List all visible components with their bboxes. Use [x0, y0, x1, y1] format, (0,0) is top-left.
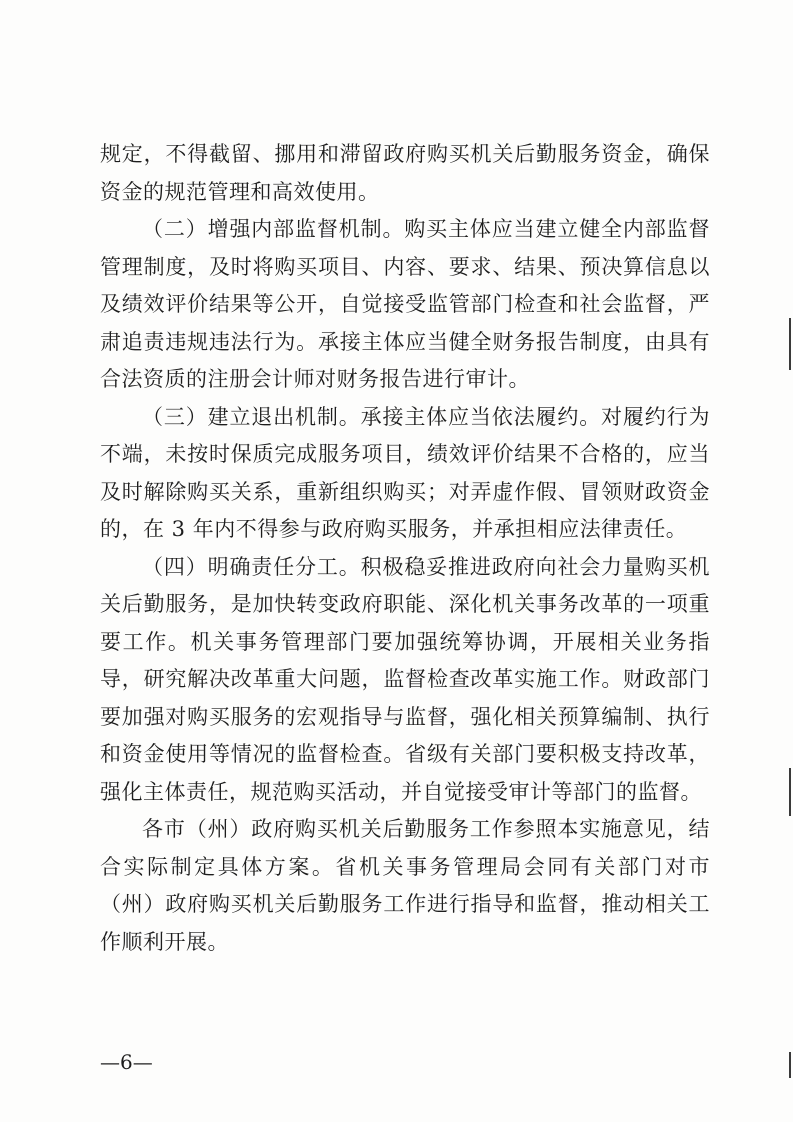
- document-body: [100, 136, 710, 961]
- scan-edge-mark-1: [789, 318, 791, 370]
- scan-edge-mark-3: [789, 1052, 791, 1078]
- page-number: —6—: [100, 1050, 153, 1074]
- scan-edge-mark-2: [789, 768, 791, 816]
- paragraph-continuation: 规定，不得截留、挪用和滞留政府购买机关后勤服务资金，确保资金的规范管理和高效使用。: [100, 142, 710, 204]
- paragraph-responsibility-division: （四）明确责任分工。积极稳妥推进政府向社会力量购买机关后勤服务，是加快转变政府职能、深化机关事务改革的一项重要工作。机关事务管理部门要加强统筹协调，开展相关业务指导，研究解决改革重大问题，监督检查改革实施工作。财政部门要加强对购买服务的宏观指导与监督，强化相关预算编制、执行和资金使用等情况的监督检查。省级有关部门要积极支持改革，强化主体责任，规范购买活动，并自觉接受审计等部门的监督。: [100, 554, 710, 804]
- paragraph-exit-mechanism: （三）建立退出机制。承接主体应当依法履约。对履约行为不端，未按时保质完成服务项目，绩效评价结果不合格的，应当及时解除购买关系，重新组织购买；对弄虚作假、冒领财政资金的，在 3 年内不得参与政府购买服务，并承担相应法律责任。: [100, 404, 710, 541]
- paragraph-city-prefecture: 各市（州）政府购买机关后勤服务工作参照本实施意见，结合实际制定具体方案。省机关事务管理局会同有关部门对市（州）政府购买机关后勤服务工作进行指导和监督，推动相关工作顺利开展。: [100, 817, 710, 954]
- paragraph-internal-supervision: （二）增强内部监督机制。购买主体应当建立健全内部监督管理制度，及时将购买项目、内容、要求、结果、预决算信息以及绩效评价结果等公开，自觉接受监管部门检查和社会监督，严肃追责违规违法行为。承接主体应当健全财务报告制度，由具有合法资质的注册会计师对财务报告进行审计。: [100, 217, 710, 391]
